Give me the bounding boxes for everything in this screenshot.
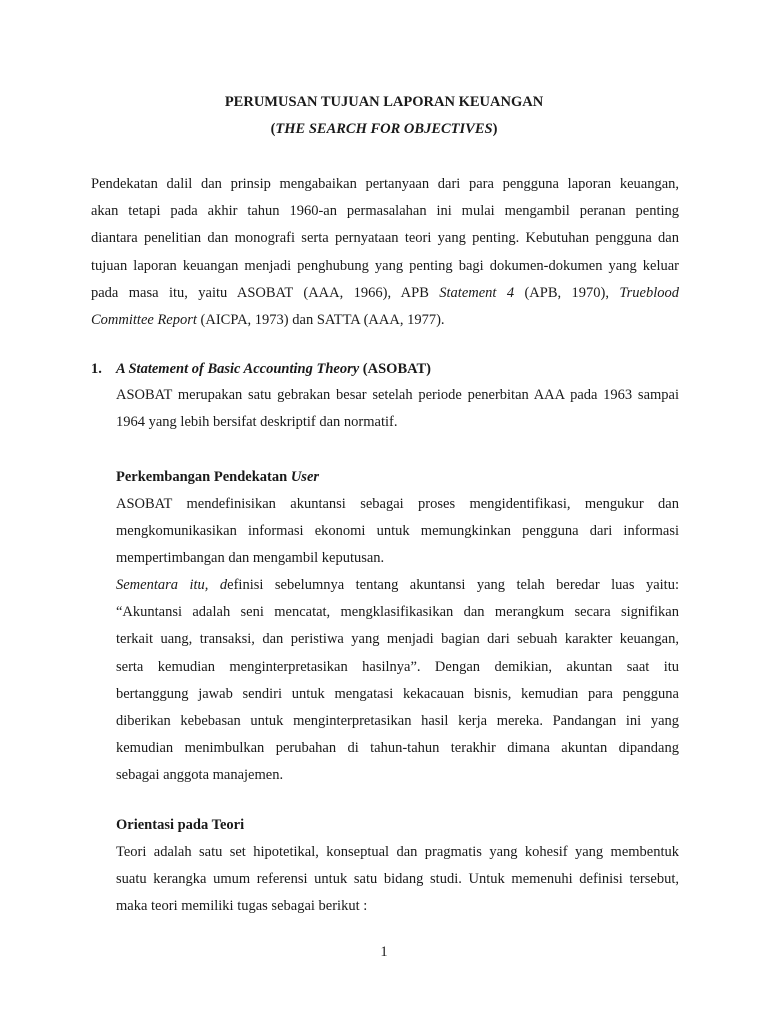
intro-line bbox=[91, 280, 679, 307]
intro-line: diantara penelitian dan monografi serta pernyataan teori yang penting. Kebutuhan pengguna dan bbox=[91, 230, 679, 247]
intro-italic: Committee Report bbox=[91, 312, 197, 329]
teori-paragraph bbox=[116, 839, 679, 921]
intro-italic: Trueblood bbox=[619, 284, 679, 301]
user-heading bbox=[116, 468, 319, 486]
history-paragraph bbox=[116, 572, 679, 790]
history-line: “Akuntansi adalah seni mencatat, mengklasifikasikan dan merangkum secara signifikan bbox=[116, 604, 679, 621]
user-heading-text: Perkembangan Pendekatan bbox=[116, 469, 291, 485]
section-number: 1. bbox=[91, 361, 102, 377]
intro-line: tujuan laporan keuangan menjadi penghubung yang penting bagi dokumen-dokumen yang keluar bbox=[91, 257, 679, 274]
section1-line: ASOBAT merupakan satu gebrakan besar setelah periode penerbitan AAA pada 1963 sampai bbox=[116, 387, 679, 403]
intro-line: akan tetapi pada akhir tahun 1960-an permasalahan ini mulai mengambil peranan penting bbox=[91, 203, 679, 220]
history-line: diberikan kebebasan untuk menginterpretasikan hasil kerja mereka. Pandangan ini yang bbox=[116, 713, 679, 730]
document-title: PERUMUSAN TUJUAN LAPORAN KEUANGAN bbox=[224, 94, 544, 110]
definition-paragraph bbox=[116, 491, 679, 573]
intro-paragraph bbox=[91, 171, 679, 334]
section1-line: 1964 yang lebih bersifat deskriptif dan normatif. bbox=[116, 414, 398, 431]
history-line: serta kemudian menginterpretasikan hasilnya”. Dengan demikian, akuntan saat itu bbox=[116, 658, 679, 675]
definition-line: mempertimbangan dan mengambil keputusan. bbox=[116, 550, 385, 567]
subtitle-italic: THE SEARCH FOR OBJECTIVES bbox=[275, 121, 493, 137]
definition-line: ASOBAT mendefinisikan akuntansi sebagai proses mengidentifikasi, mengukur dan bbox=[116, 496, 679, 512]
section1-paragraph bbox=[116, 382, 679, 436]
definition-line: mengkomunikasikan informasi ekonomi untuk memungkinkan pengguna dari informasi bbox=[116, 523, 679, 540]
intro-line: Pendekatan dalil dan prinsip mengabaikan pertanyaan dari para pengguna laporan keuangan, bbox=[91, 176, 679, 192]
subtitle-close-paren: ) bbox=[492, 121, 498, 137]
history-italic: Sementara itu, d bbox=[116, 577, 228, 593]
section-heading bbox=[116, 360, 431, 378]
document-subtitle bbox=[0, 120, 768, 138]
teori-line: Teori adalah satu set hipotetikal, konseptual dan pragmatis yang kohesif yang membentuk bbox=[116, 844, 679, 860]
history-text: efinisi sebelumnya tentang akuntansi yang telah beredar luas yaitu: bbox=[227, 577, 679, 593]
teori-line: suatu kerangka umum referensi untuk satu bidang studi. Untuk memenuhi definisi tersebut, bbox=[116, 871, 679, 888]
intro-text: (AICPA, 1973) dan SATTA (AAA, 1977). bbox=[196, 312, 445, 329]
intro-italic: Statement 4 bbox=[439, 284, 515, 301]
intro-line bbox=[91, 307, 679, 334]
history-line: terkait uang, transaksi, dan peristiwa yang menjadi bagian dari sebuah karakter keuangan, bbox=[116, 631, 679, 648]
section-heading-rest: (ASOBAT) bbox=[359, 361, 432, 377]
history-line: bertanggung jawab sendiri untuk mengatasi kekacauan bisnis, kemudian para pengguna bbox=[116, 685, 679, 702]
intro-text: pada masa itu, yaitu ASOBAT (AAA, 1966), APB bbox=[91, 284, 440, 301]
teori-line: maka teori memiliki tugas sebagai berikut : bbox=[116, 898, 368, 915]
subtitle-open-paren: ( bbox=[270, 121, 276, 137]
teori-heading: Orientasi pada Teori bbox=[116, 817, 245, 833]
page-number: 1 bbox=[380, 944, 388, 960]
history-line: kemudian menimbulkan perubahan di tahun-tahun terakhir dimana akuntan dipandang bbox=[116, 740, 679, 757]
user-heading-italic: User bbox=[290, 469, 320, 485]
history-line bbox=[116, 572, 679, 599]
section-heading-italic: A Statement of Basic Accounting Theory bbox=[116, 361, 360, 377]
intro-text: (APB, 1970), bbox=[514, 284, 620, 301]
history-line: sebagai anggota manajemen. bbox=[116, 767, 284, 784]
